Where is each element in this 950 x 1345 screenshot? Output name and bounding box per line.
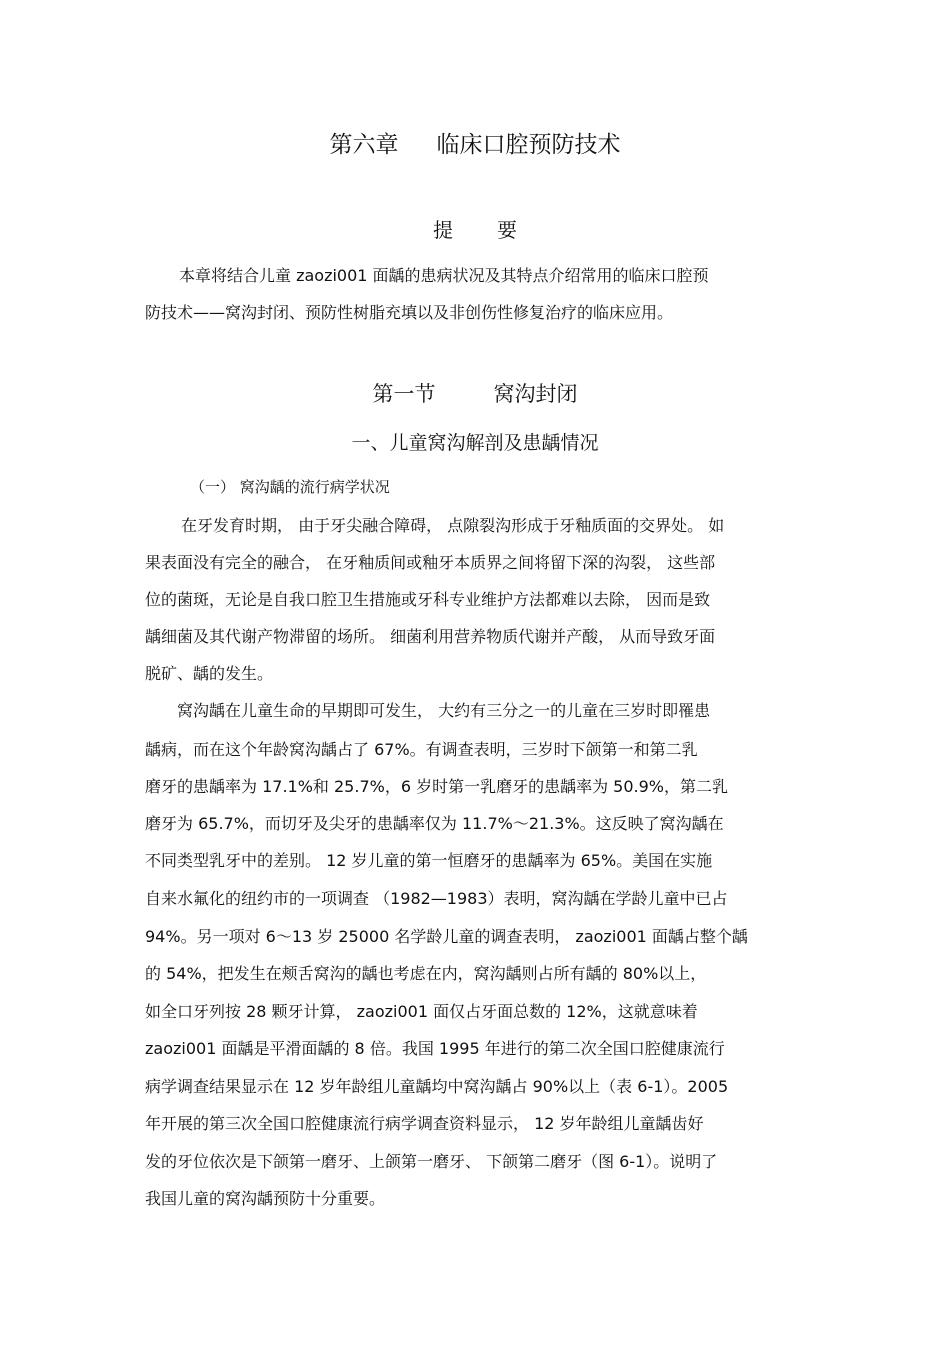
paragraph-line: 病学调查结果显示在 12 岁年龄组儿童龋均中窝沟龋占 90%以上（表 6-1）。2005 xyxy=(145,1077,729,1096)
section-title xyxy=(0,378,950,408)
subsection-title: 一、儿童窝沟解剖及患龋情况 xyxy=(351,432,599,454)
paragraph-line: 磨牙为 65.7%，而切牙及尖牙的患龋率仅为 11.7%～21.3%。这反映了窝沟龋在 xyxy=(145,814,724,833)
paragraph-line: 94%。另一项对 6～13 岁 25000 名学龄儿童的调查表明， zaozi001 面龋占整个龋 xyxy=(145,927,748,946)
paragraph-line: 龋病，而在这个年龄窝沟龋占了 67%。有调查表明，三岁时下颌第一和第二乳 xyxy=(145,740,698,759)
summary-line: 本章将结合儿童 zaozi001 面龋的患病状况及其特点介绍常用的临床口腔预 xyxy=(179,266,709,285)
paragraph-line: 的 54%，把发生在颊舌窝沟的龋也考虑在内，窝沟龋则占所有龋的 80%以上， xyxy=(145,964,707,983)
summary-heading-char-2: 要 xyxy=(497,218,517,242)
paragraph-line: 脱矿、龋的发生。 xyxy=(145,664,274,683)
paragraph-line: 在牙发育时期， 由于牙尖融合障碍， 点隙裂沟形成于牙釉质面的交界处。 如 xyxy=(181,516,725,535)
paragraph-line: 窝沟龋在儿童生命的早期即可发生， 大约有三分之一的儿童在三岁时即罹患 xyxy=(177,701,711,720)
paragraph-line: 果表面没有完全的融合， 在牙釉质间或釉牙本质界之间将留下深的沟裂， 这些部 xyxy=(145,553,716,572)
summary-heading-char-1: 提 xyxy=(433,218,453,242)
paragraph-line: 如全口牙列按 28 颗牙计算， zaozi001 面仅占牙面总数的 12%，这就意味着 xyxy=(145,1002,698,1021)
chapter-label: 第六章 xyxy=(329,132,399,158)
paragraph-line: 自来水氟化的纽约市的一项调查 （1982—1983）表明，窝沟龋在学龄儿童中已占 xyxy=(145,889,728,908)
subheading: （一） 窝沟龋的流行病学状况 xyxy=(190,478,390,496)
paragraph-line: zaozi001 面龋是平滑面龋的 8 倍。我国 1995 年进行的第二次全国口腔健康流行 xyxy=(145,1039,725,1058)
paragraph-line: 位的菌斑，无论是自我口腔卫生措施或牙科专业维护方法都难以去除， 因而是致 xyxy=(145,590,711,609)
paragraph-line: 发的牙位依次是下颌第一磨牙、上颌第一磨牙、 下颌第二磨牙（图 6-1）。说明了 xyxy=(145,1152,718,1171)
paragraph-line: 磨牙的患龋率为 17.1%和 25.7%，6 岁时第一乳磨牙的患龋率为 50.9%，第二乳 xyxy=(145,777,729,796)
chapter-title xyxy=(0,126,950,159)
chapter-name: 临床口腔预防技术 xyxy=(436,132,621,158)
section-label: 第一节 xyxy=(372,382,436,406)
paragraph-line: 我国儿童的窝沟龋预防十分重要。 xyxy=(145,1189,386,1208)
paragraph-line: 龋细菌及其代谢产物滞留的场所。 细菌利用营养物质代谢并产酸， 从而导致牙面 xyxy=(145,627,716,646)
section-name: 窝沟封闭 xyxy=(493,382,578,406)
paragraph-line: 年开展的第三次全国口腔健康流行病学调查资料显示， 12 岁年龄组儿童龋齿好 xyxy=(145,1114,704,1133)
summary-line: 防技术——窝沟封闭、预防性树脂充填以及非创伤性修复治疗的临床应用。 xyxy=(145,303,674,322)
summary-heading xyxy=(0,214,950,243)
paragraph-line: 不同类型乳牙中的差别。 12 岁儿童的第一恒磨牙的患龋率为 65%。美国在实施 xyxy=(145,851,713,870)
